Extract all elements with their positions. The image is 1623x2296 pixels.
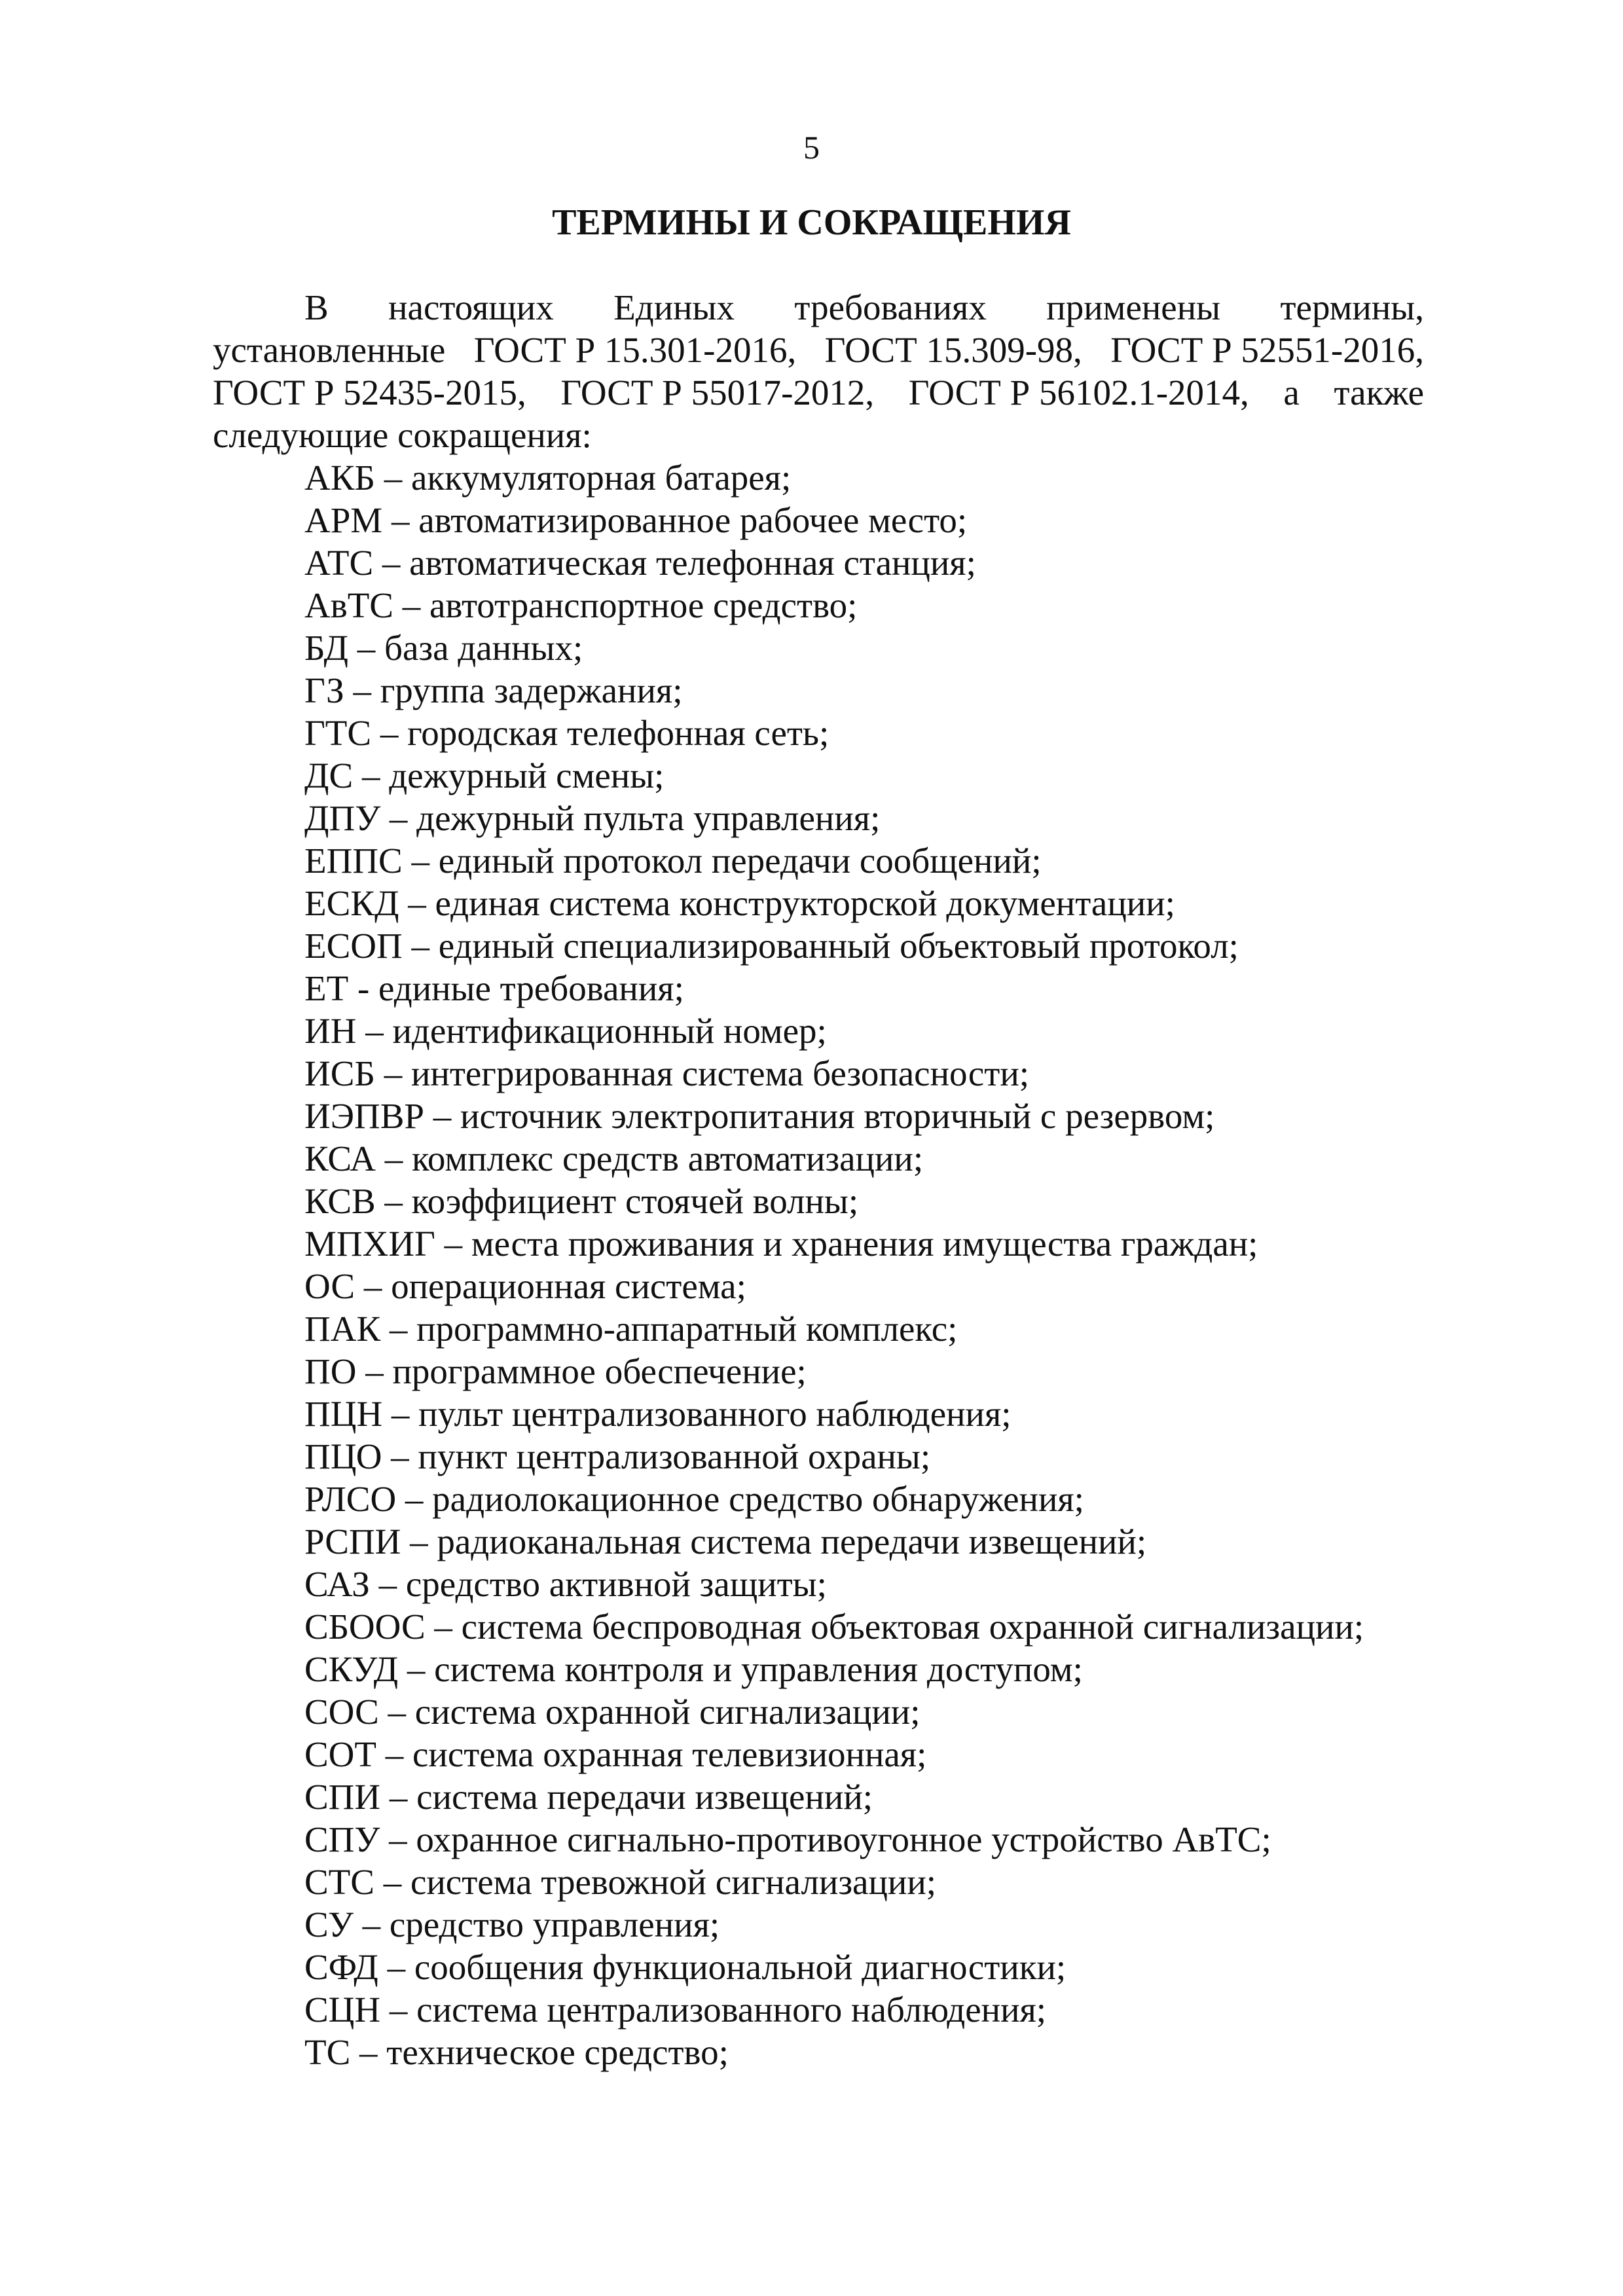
abbreviation-item: АКБ – аккумуляторная батарея; xyxy=(304,458,792,498)
abbreviation-item: ЕСКД – единая система конструкторской документации; xyxy=(304,883,1175,923)
abbreviation-item: СУ – средство управления; xyxy=(304,1904,720,1944)
intro-word: следующие сокращения: xyxy=(213,415,592,455)
intro-line xyxy=(213,329,1424,371)
abbreviation-item: СБООС – система беспроводная объектовая охранной сигнализации; xyxy=(304,1607,1364,1647)
intro-word: также xyxy=(1334,373,1424,412)
abbreviation-item: ПЦН – пульт централизованного наблюдения; xyxy=(304,1394,1012,1434)
intro-word: а xyxy=(1283,373,1300,412)
abbreviation-item: СФД – сообщения функциональной диагностики; xyxy=(304,1947,1067,1987)
intro-word: установленные xyxy=(213,330,446,370)
abbreviation-item: ЕППС – единый протокол передачи сообщений; xyxy=(304,841,1042,881)
abbreviation-item: КСВ – коэффициент стоячей волны; xyxy=(304,1181,859,1221)
page-number: 5 xyxy=(803,129,820,166)
intro-word: ГОСТ Р 15.301-2016, xyxy=(473,330,797,370)
intro-word: настоящих xyxy=(388,287,554,327)
intro-word: Единых xyxy=(613,287,735,327)
abbreviation-item: КСА – комплекс средств автоматизации; xyxy=(304,1139,924,1178)
abbreviation-item: АТС – автоматическая телефонная станция; xyxy=(304,543,976,583)
intro-word: ГОСТ Р 56102.1-2014, xyxy=(908,373,1249,412)
abbreviation-item: ИЭПВР – источник электропитания вторичный с резервом; xyxy=(304,1096,1215,1136)
abbreviation-item: РСПИ – радиоканальная система передачи извещений; xyxy=(304,1522,1147,1561)
intro-word: В xyxy=(304,287,329,327)
abbreviation-item: ТС – техническое средство; xyxy=(304,2032,729,2072)
abbreviation-item: ИН – идентификационный номер; xyxy=(304,1011,827,1051)
abbreviation-item: АвТС – автотранспортное средство; xyxy=(304,585,858,625)
abbreviation-item: МПХИГ – места проживания и хранения имущества граждан; xyxy=(304,1224,1258,1264)
abbreviation-item: СТС – система тревожной сигнализации; xyxy=(304,1862,937,1902)
abbreviation-item: САЗ – средство активной защиты; xyxy=(304,1564,827,1604)
intro-line xyxy=(213,414,1424,456)
abbreviation-item: СПИ – система передачи извещений; xyxy=(304,1777,873,1817)
intro-word: применены xyxy=(1046,287,1221,327)
abbreviation-item: ПЦО – пункт централизованной охраны; xyxy=(304,1436,931,1476)
intro-line xyxy=(213,371,1424,414)
abbreviation-item: ИСБ – интегрированная система безопасности; xyxy=(304,1053,1030,1093)
abbreviation-item: БД – база данных; xyxy=(304,628,583,668)
abbreviation-item: ПО – программное обеспечение; xyxy=(304,1351,807,1391)
abbreviation-list xyxy=(304,456,1364,2073)
intro-word: термины, xyxy=(1280,287,1424,327)
abbreviation-item: ДПУ – дежурный пульта управления; xyxy=(304,798,881,838)
abbreviation-item: СПУ – охранное сигнально-противоугонное устройство АвТС; xyxy=(304,1819,1271,1859)
abbreviation-item: СЦН – система централизованного наблюдения; xyxy=(304,1990,1047,2030)
abbreviation-item: ДС – дежурный смены; xyxy=(304,756,665,795)
abbreviation-item: АРМ – автоматизированное рабочее место; xyxy=(304,500,968,540)
abbreviation-item: ЕТ - единые требования; xyxy=(304,968,684,1008)
intro-paragraph xyxy=(213,286,1424,456)
intro-word: ГОСТ Р 52435-2015, xyxy=(213,373,526,412)
abbreviation-item: СОС – система охранной сигнализации; xyxy=(304,1692,921,1732)
abbreviation-item: ГТС – городская телефонная сеть; xyxy=(304,713,830,753)
intro-word: ГОСТ Р 55017-2012, xyxy=(560,373,875,412)
intro-word: ГОСТ Р 52551-2016, xyxy=(1110,330,1424,370)
intro-word: ГОСТ 15.309-98, xyxy=(824,330,1082,370)
abbreviation-item: СКУД – система контроля и управления доступом; xyxy=(304,1649,1083,1689)
abbreviation-item: ОС – операционная система; xyxy=(304,1266,746,1306)
abbreviation-item: ЕСОП – единый специализированный объектовый протокол; xyxy=(304,926,1239,966)
abbreviation-item: ГЗ – группа задержания; xyxy=(304,670,683,710)
intro-word: требованиях xyxy=(794,287,987,327)
intro-line xyxy=(213,286,1424,329)
section-heading: ТЕРМИНЫ И СОКРАЩЕНИЯ xyxy=(552,202,1071,243)
abbreviation-item: ПАК – программно-аппаратный комплекс; xyxy=(304,1309,958,1349)
abbreviation-item: СОТ – система охранная телевизионная; xyxy=(304,1734,927,1774)
abbreviation-item: РЛСО – радиолокационное средство обнаружения; xyxy=(304,1479,1084,1519)
